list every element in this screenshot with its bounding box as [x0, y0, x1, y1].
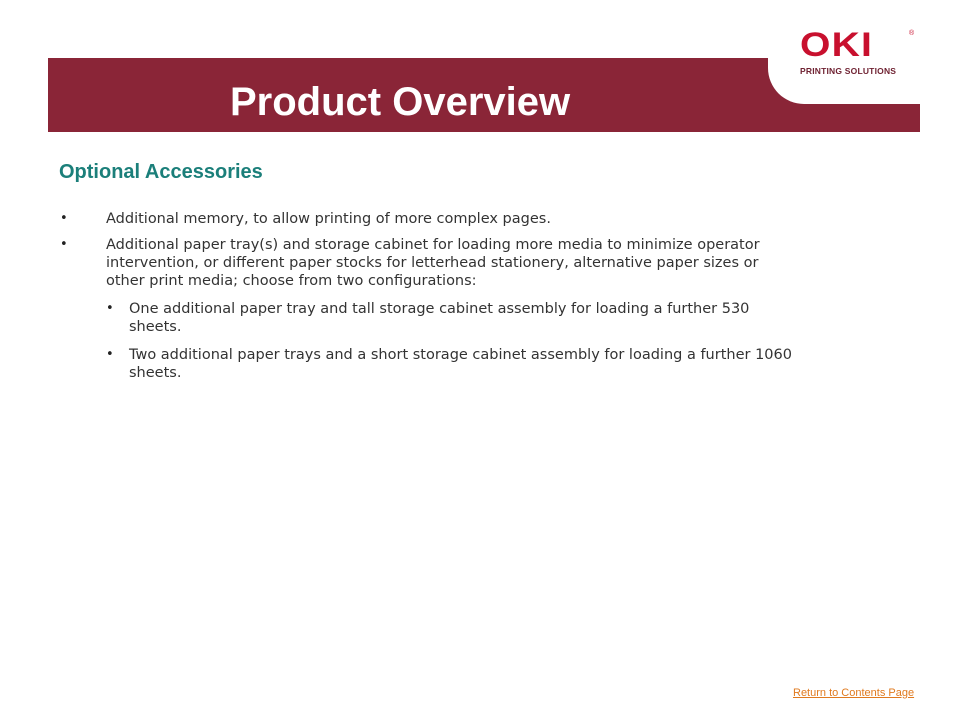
bullet-icon: •	[60, 237, 68, 252]
sub-list-item	[106, 300, 800, 336]
sub-bullet-list	[106, 300, 800, 382]
registered-mark: ®	[909, 30, 915, 37]
list-item-text: Additional paper tray(s) and storage cabinet for loading more media to minimize operator intervention, or different paper stocks for letterhead stationery, alternative paper sizes or other print media; choose from two configurations:	[106, 237, 760, 289]
logo-mark: OKI	[800, 26, 873, 64]
list-item	[60, 210, 800, 228]
sub-list-item-text: Two additional paper trays and a short storage cabinet assembly for loading a further 1060 sheets.	[129, 347, 792, 381]
logo-tagline: PRINTING SOLUTIONS	[800, 66, 897, 76]
section-heading: Optional Accessories	[59, 161, 263, 183]
bullet-icon: •	[60, 211, 68, 226]
return-to-contents-link[interactable]: Return to Contents Page	[793, 687, 915, 699]
bullet-icon: •	[106, 347, 114, 362]
page-title: Product Overview	[230, 80, 571, 124]
bullet-icon: •	[106, 301, 114, 316]
list-item-text: Additional memory, to allow printing of more complex pages.	[106, 211, 551, 227]
sub-list-item	[106, 346, 800, 382]
list-item	[60, 236, 800, 290]
sub-list-item-text: One additional paper tray and tall storage cabinet assembly for loading a further 530 sheets.	[129, 301, 750, 335]
bullet-list	[60, 210, 800, 392]
oki-logo	[800, 26, 916, 76]
